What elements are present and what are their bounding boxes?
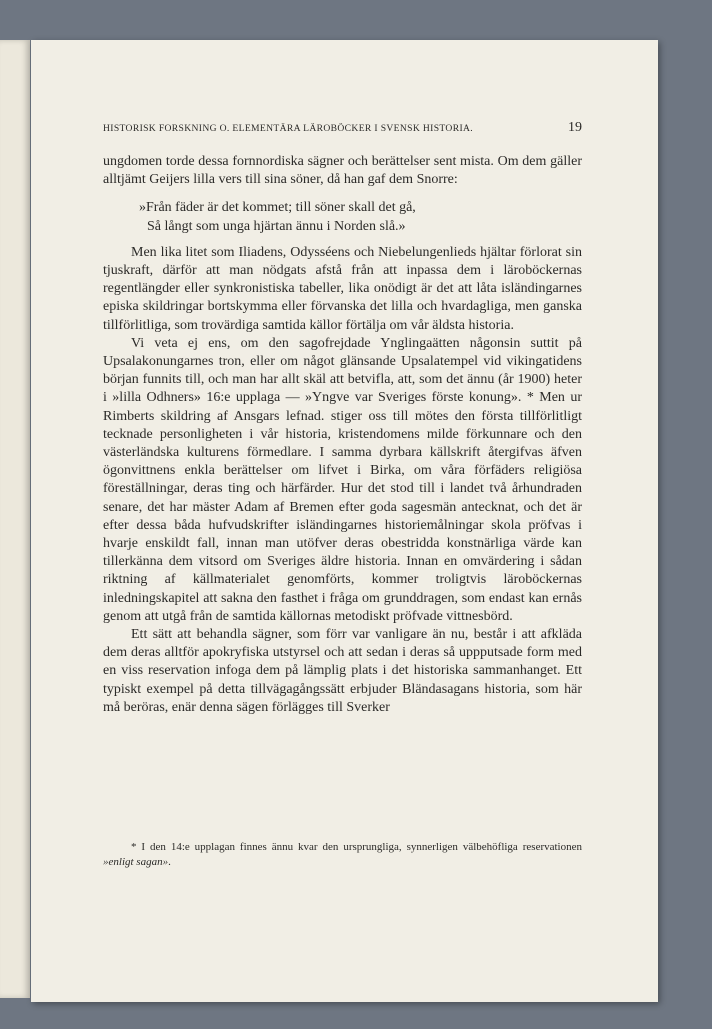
running-header <box>103 120 582 136</box>
verse-line-2: Så långt som unga hjärtan ännu i Norden slå.» <box>147 218 406 234</box>
footnote-end: . <box>168 855 171 868</box>
footnote-quote: »enligt sagan» <box>103 855 169 868</box>
page-number: 19 <box>568 120 582 135</box>
verse-line-1: »Från fäder är det kommet; till söner skall det gå, <box>139 200 416 216</box>
paragraph-1: ungdomen torde dessa fornnordiska sägner och berättelser sent mista. Om dem gäller alltjämt Geijers lilla vers till sina söner, då han gaf dem Snorre: <box>103 154 582 188</box>
footnote-paragraph <box>103 840 582 869</box>
body-text <box>103 153 582 717</box>
footnote-text: * I den 14:e upplagan finnes ännu kvar den ursprungliga, synnerligen välbehöfliga reservationen <box>131 841 582 853</box>
left-page-edge <box>0 40 30 998</box>
paragraph-4: Ett sätt att behandla sägner, som förr var vanligare än nu, består i att afkläda dem deras alltför apokryfiska utstyrsel och att sedan i deras så uppputsade form med en viss reservation infoga dem på lämplig plats i det historiska sammanhanget. Ett typiskt exempel på detta tillvägagångssätt erbjuder Bländasagans historia, som här må beröras, enär denna sägen förlägges till Sverker <box>103 627 582 715</box>
book-page <box>31 40 658 1002</box>
running-title: HISTORISK FORSKNING O. ELEMENTÄRA LÄROBÖCKER I SVENSK HISTORIA. <box>103 123 474 134</box>
paragraph-2: Men lika litet som Iliadens, Odysséens och Niebelungenlieds hjältar förlorat sin tjuskraft, därför att man nödgats afstå från att inpassa dem i läroböckernas regentlängder eller synkronistiska tabeller, lika onödigt är det att låta isländingarnes episka skildringar bortskymma eller förvanska det lilla och hvardagliga, men ganska tillförlitliga, som trovärdiga samtida källor förtälja om vår äldsta historia. <box>103 244 582 333</box>
verse-quote <box>139 199 582 235</box>
footnote <box>103 840 582 869</box>
paragraph-3: Vi veta ej ens, om den sagofrejdade Ynglingaätten någonsin suttit på Upsalakonungarnes tron, eller om något glänsande Upsalatempel vid vikingatidens början funnits till, och man har allt skäl att betvifla, att, som det ännu (år 1900) heter i »lilla Odhners» 16:e upplaga — »Yngve var Sveriges förste konung». * Men ur Rimberts skildring af Ansgars lefnad. stiger oss till mötes den första tillförlitligt tecknade personligheten i vår historia, kristendomens milde förkunnare och den västerländska kulturens förmedlare. I samma dyrbara källskrift återgifvas äfven ögonvittnens enkla berättelser om lifvet i Birka, om våra förfäders religiösa föreställningar, deras ting och härfärder. Hur det stod till i landet två århundraden senare, det har mäster Adam af Bremen efter goda sagesmän antecknat, och det är efter dessa båda hufvudskrifter isländingarnes historiemålningar skola pröfvas i hvarje enskildt fall, innan man utöfver deras obestridda konstnärliga värde kan tillerkänna dem vitsord om Sveriges äldre historia. Innan en omvärdering i sådan riktning af källmaterialet genomförts, kommer troligtvis läroböckernas inledningskapitel att sakna den fasthet i fråga om grunddragen, som endast kan ernås genom att utgå från de samtida källornas metodiskt pröfvade vittnesbörd. <box>103 335 582 624</box>
